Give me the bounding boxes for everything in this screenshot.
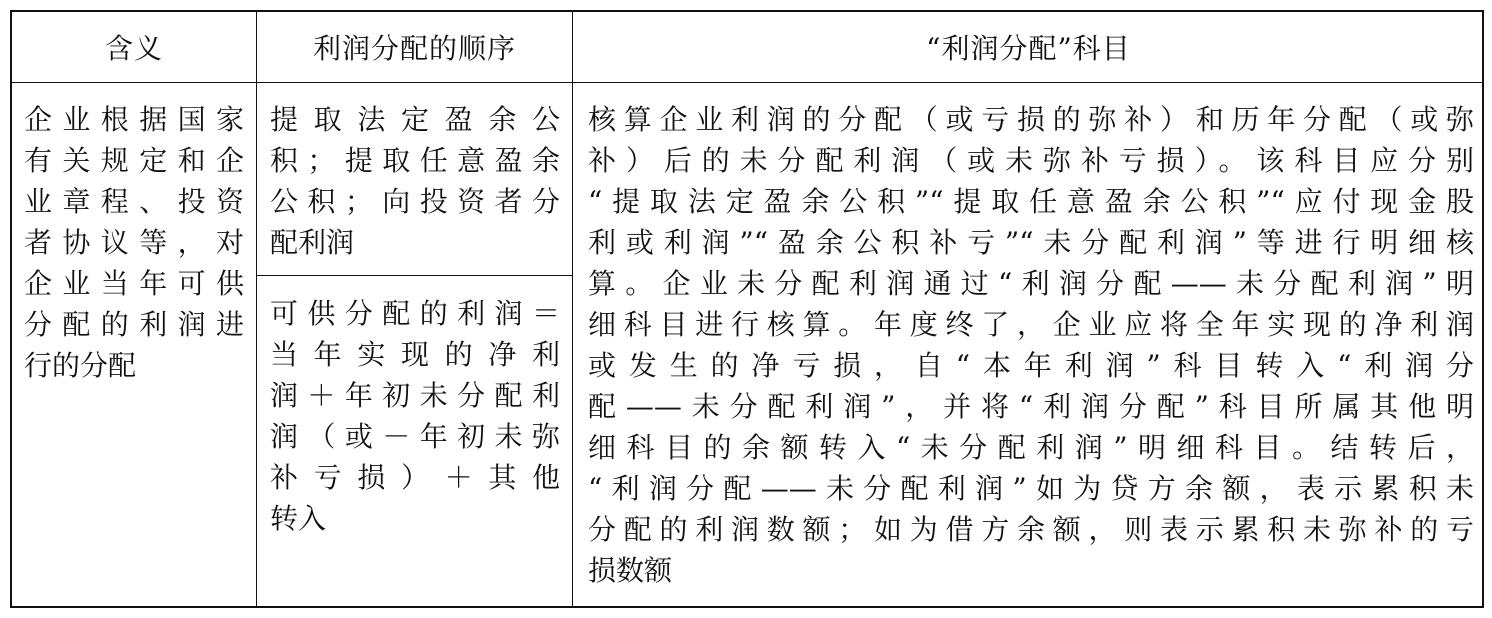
header-account: “利润分配”科目 — [926, 32, 1131, 65]
account-line: 分配的利润数额；如为借方余额，则表示累积未弥补的亏 — [588, 513, 1474, 546]
profit-distribution-table — [10, 10, 1484, 608]
header-meaning: 含义 — [104, 32, 163, 65]
order-bottom-line: 润＋年初未分配利 — [270, 379, 560, 412]
account-line: 或发生的净亏损，自“本年利润”科目转入“利润分 — [588, 349, 1474, 382]
meaning-line: 有关规定和企 — [24, 144, 244, 177]
order-bottom-line: 补亏损）＋其他 — [270, 461, 560, 494]
account-line: 利或利润”“盈余公积补亏”“未分配利润”等进行明细核 — [588, 226, 1474, 259]
order-top-line: 积；提取任意盈余 — [270, 144, 560, 177]
header-order: 利润分配的顺序 — [312, 32, 516, 65]
order-bottom-line: 转入 — [270, 502, 327, 535]
account-line: “利润分配——未分配利润”如为贷方余额，表示累积未 — [588, 472, 1474, 505]
order-bottom-cell — [270, 293, 560, 539]
account-line: 补）后的未分配利润（或未弥补亏损）。该科目应分别 — [588, 144, 1474, 177]
account-line: 算。企业未分配利润通过“利润分配——未分配利润”明 — [588, 267, 1474, 300]
order-bottom-line: 当年实现的净利 — [270, 338, 560, 371]
order-top-line: 公积；向投资者分 — [270, 185, 560, 218]
column-divider — [572, 12, 573, 606]
account-cell — [588, 99, 1474, 591]
account-line: 配——未分配利润”，并将“利润分配”科目所属其他明 — [588, 390, 1474, 423]
meaning-line: 企业当年可供 — [24, 267, 244, 300]
account-line: 细科目进行核算。年度终了，企业应将全年实现的净利润 — [588, 308, 1474, 341]
order-bottom-line: 可供分配的利润＝ — [270, 297, 560, 330]
meaning-line: 企业根据国家 — [24, 103, 244, 136]
account-line: “提取法定盈余公积”“提取任意盈余公积”“应付现金股 — [588, 185, 1474, 218]
order-row-divider — [256, 275, 572, 276]
order-bottom-line: 润（或－年初未弥 — [270, 420, 560, 453]
column-divider — [256, 12, 257, 606]
order-top-line: 提取法定盈余公 — [270, 103, 560, 136]
order-top-line: 配利润 — [270, 226, 355, 259]
meaning-cell — [24, 99, 244, 386]
header-divider — [12, 82, 1482, 83]
meaning-line: 业章程、投资 — [24, 185, 244, 218]
meaning-line: 分配的利润进 — [24, 308, 244, 341]
meaning-line: 者协议等，对 — [24, 226, 244, 259]
account-line: 细科目的余额转入“未分配利润”明细科目。结转后， — [588, 431, 1474, 464]
account-line: 核算企业利润的分配（或亏损的弥补）和历年分配（或弥 — [588, 103, 1474, 136]
order-top-cell — [270, 99, 560, 263]
account-line: 损数额 — [588, 554, 673, 587]
meaning-line: 行的分配 — [24, 349, 137, 382]
